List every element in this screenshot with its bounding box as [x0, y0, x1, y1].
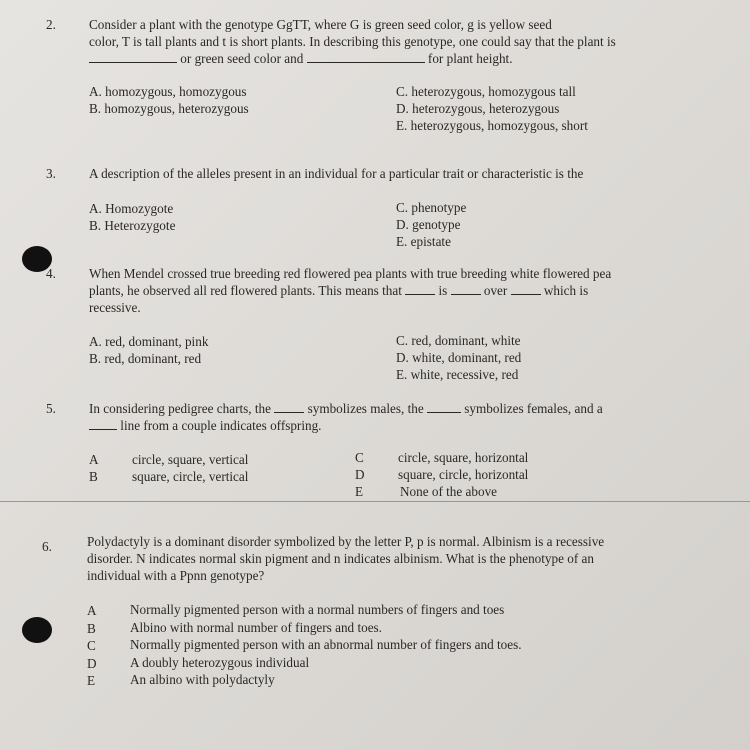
question-6-option-a-letter: A	[87, 603, 97, 618]
question-3-option-e: E. epistate	[396, 234, 451, 249]
question-2-option-c: C. heterozygous, homozygous tall	[396, 84, 576, 99]
question-4-line-2: plants, he observed all red flowered plants. This means that is over which is	[89, 283, 589, 298]
answer-blank	[511, 283, 541, 295]
question-3-number: 3.	[46, 166, 56, 181]
question-6-option-c-letter: C	[87, 638, 96, 653]
question-5-option-d-letter: D	[355, 467, 365, 482]
question-2-option-e: E. heterozygous, homozygous, short	[396, 118, 588, 133]
question-5-option-a-letter: A	[89, 452, 99, 467]
question-2-option-b: B. homozygous, heterozygous	[89, 101, 249, 116]
question-4-option-a: A. red, dominant, pink	[89, 334, 209, 349]
question-6-option-e-text: An albino with polydactyly	[130, 672, 275, 687]
question-5-option-d-text: square, circle, horizontal	[398, 467, 529, 482]
question-2-option-d: D. heterozygous, heterozygous	[396, 101, 560, 116]
question-6-option-d-letter: D	[87, 656, 97, 671]
question-6-number: 6.	[42, 539, 52, 554]
question-6-line-1: Polydactyly is a dominant disorder symbolized by the letter P, p is normal. Albinism is a recessive	[87, 534, 605, 549]
question-6-option-a-text: Normally pigmented person with a normal numbers of fingers and toes	[130, 602, 505, 617]
question-4-number: 4.	[46, 266, 56, 281]
question-6-option-b-text: Albino with normal number of fingers and toes.	[130, 620, 382, 635]
question-3-line-1: A description of the alleles present in an individual for a particular trait or characteristic is the	[89, 166, 584, 181]
question-5-line-1: In considering pedigree charts, the symbolizes males, the symbolizes females, and a	[89, 401, 603, 416]
question-6-line-2: disorder. N indicates normal skin pigment and n indicates albinism. What is the phenotype of an	[87, 551, 595, 566]
question-6-option-e-letter: E	[87, 673, 96, 688]
hole-punch-icon	[22, 617, 52, 643]
question-4-option-e: E. white, recessive, red	[396, 367, 519, 382]
question-5-option-c-text: circle, square, horizontal	[398, 450, 529, 465]
answer-blank	[451, 283, 481, 295]
question-3-option-a: A. Homozygote	[89, 201, 174, 216]
question-3-option-c: C. phenotype	[396, 200, 467, 215]
question-4-option-d: D. white, dominant, red	[396, 350, 522, 365]
question-5-option-c-letter: C	[355, 450, 364, 465]
question-2-line-1: Consider a plant with the genotype GgTT, where G is green seed color, g is yellow seed	[89, 17, 552, 32]
answer-blank	[427, 401, 461, 413]
question-5-option-e-letter: E	[355, 484, 364, 499]
question-2-line-2: color, T is tall plants and t is short plants. In describing this genotype, one could say that the plant is	[89, 34, 616, 49]
question-3-option-b: B. Heterozygote	[89, 218, 176, 233]
answer-blank	[307, 51, 425, 63]
question-5-option-b-text: square, circle, vertical	[132, 469, 249, 484]
question-4-option-b: B. red, dominant, red	[89, 351, 202, 366]
question-6-option-c-text: Normally pigmented person with an abnormal number of fingers and toes.	[130, 637, 522, 652]
answer-blank	[405, 283, 435, 295]
question-5-option-b-letter: B	[89, 469, 98, 484]
question-2-option-a: A. homozygous, homozygous	[89, 84, 247, 99]
question-5-option-e-text: None of the above	[400, 484, 498, 499]
question-5-line-2: line from a couple indicates offspring.	[89, 417, 321, 434]
question-6-option-b-letter: B	[87, 621, 96, 636]
question-4-line-1: When Mendel crossed true breeding red flowered pea plants with true breeding white flowered pea	[89, 266, 612, 281]
question-3-option-d: D. genotype	[396, 217, 461, 232]
answer-blank	[89, 51, 177, 63]
question-5-option-a-text: circle, square, vertical	[132, 452, 249, 467]
question-4-line-3: recessive.	[89, 300, 141, 315]
question-5-number: 5.	[46, 401, 56, 416]
question-6-line-3: individual with a Ppnn genotype?	[87, 568, 265, 583]
question-6-option-d-text: A doubly heterozygous individual	[130, 655, 310, 670]
answer-blank	[89, 418, 117, 430]
page-divider	[0, 501, 750, 502]
question-2-number: 2.	[46, 17, 56, 32]
question-2-line-3: or green seed color and for plant height.	[89, 50, 513, 67]
question-4-option-c: C. red, dominant, white	[396, 333, 521, 348]
answer-blank	[274, 401, 304, 413]
